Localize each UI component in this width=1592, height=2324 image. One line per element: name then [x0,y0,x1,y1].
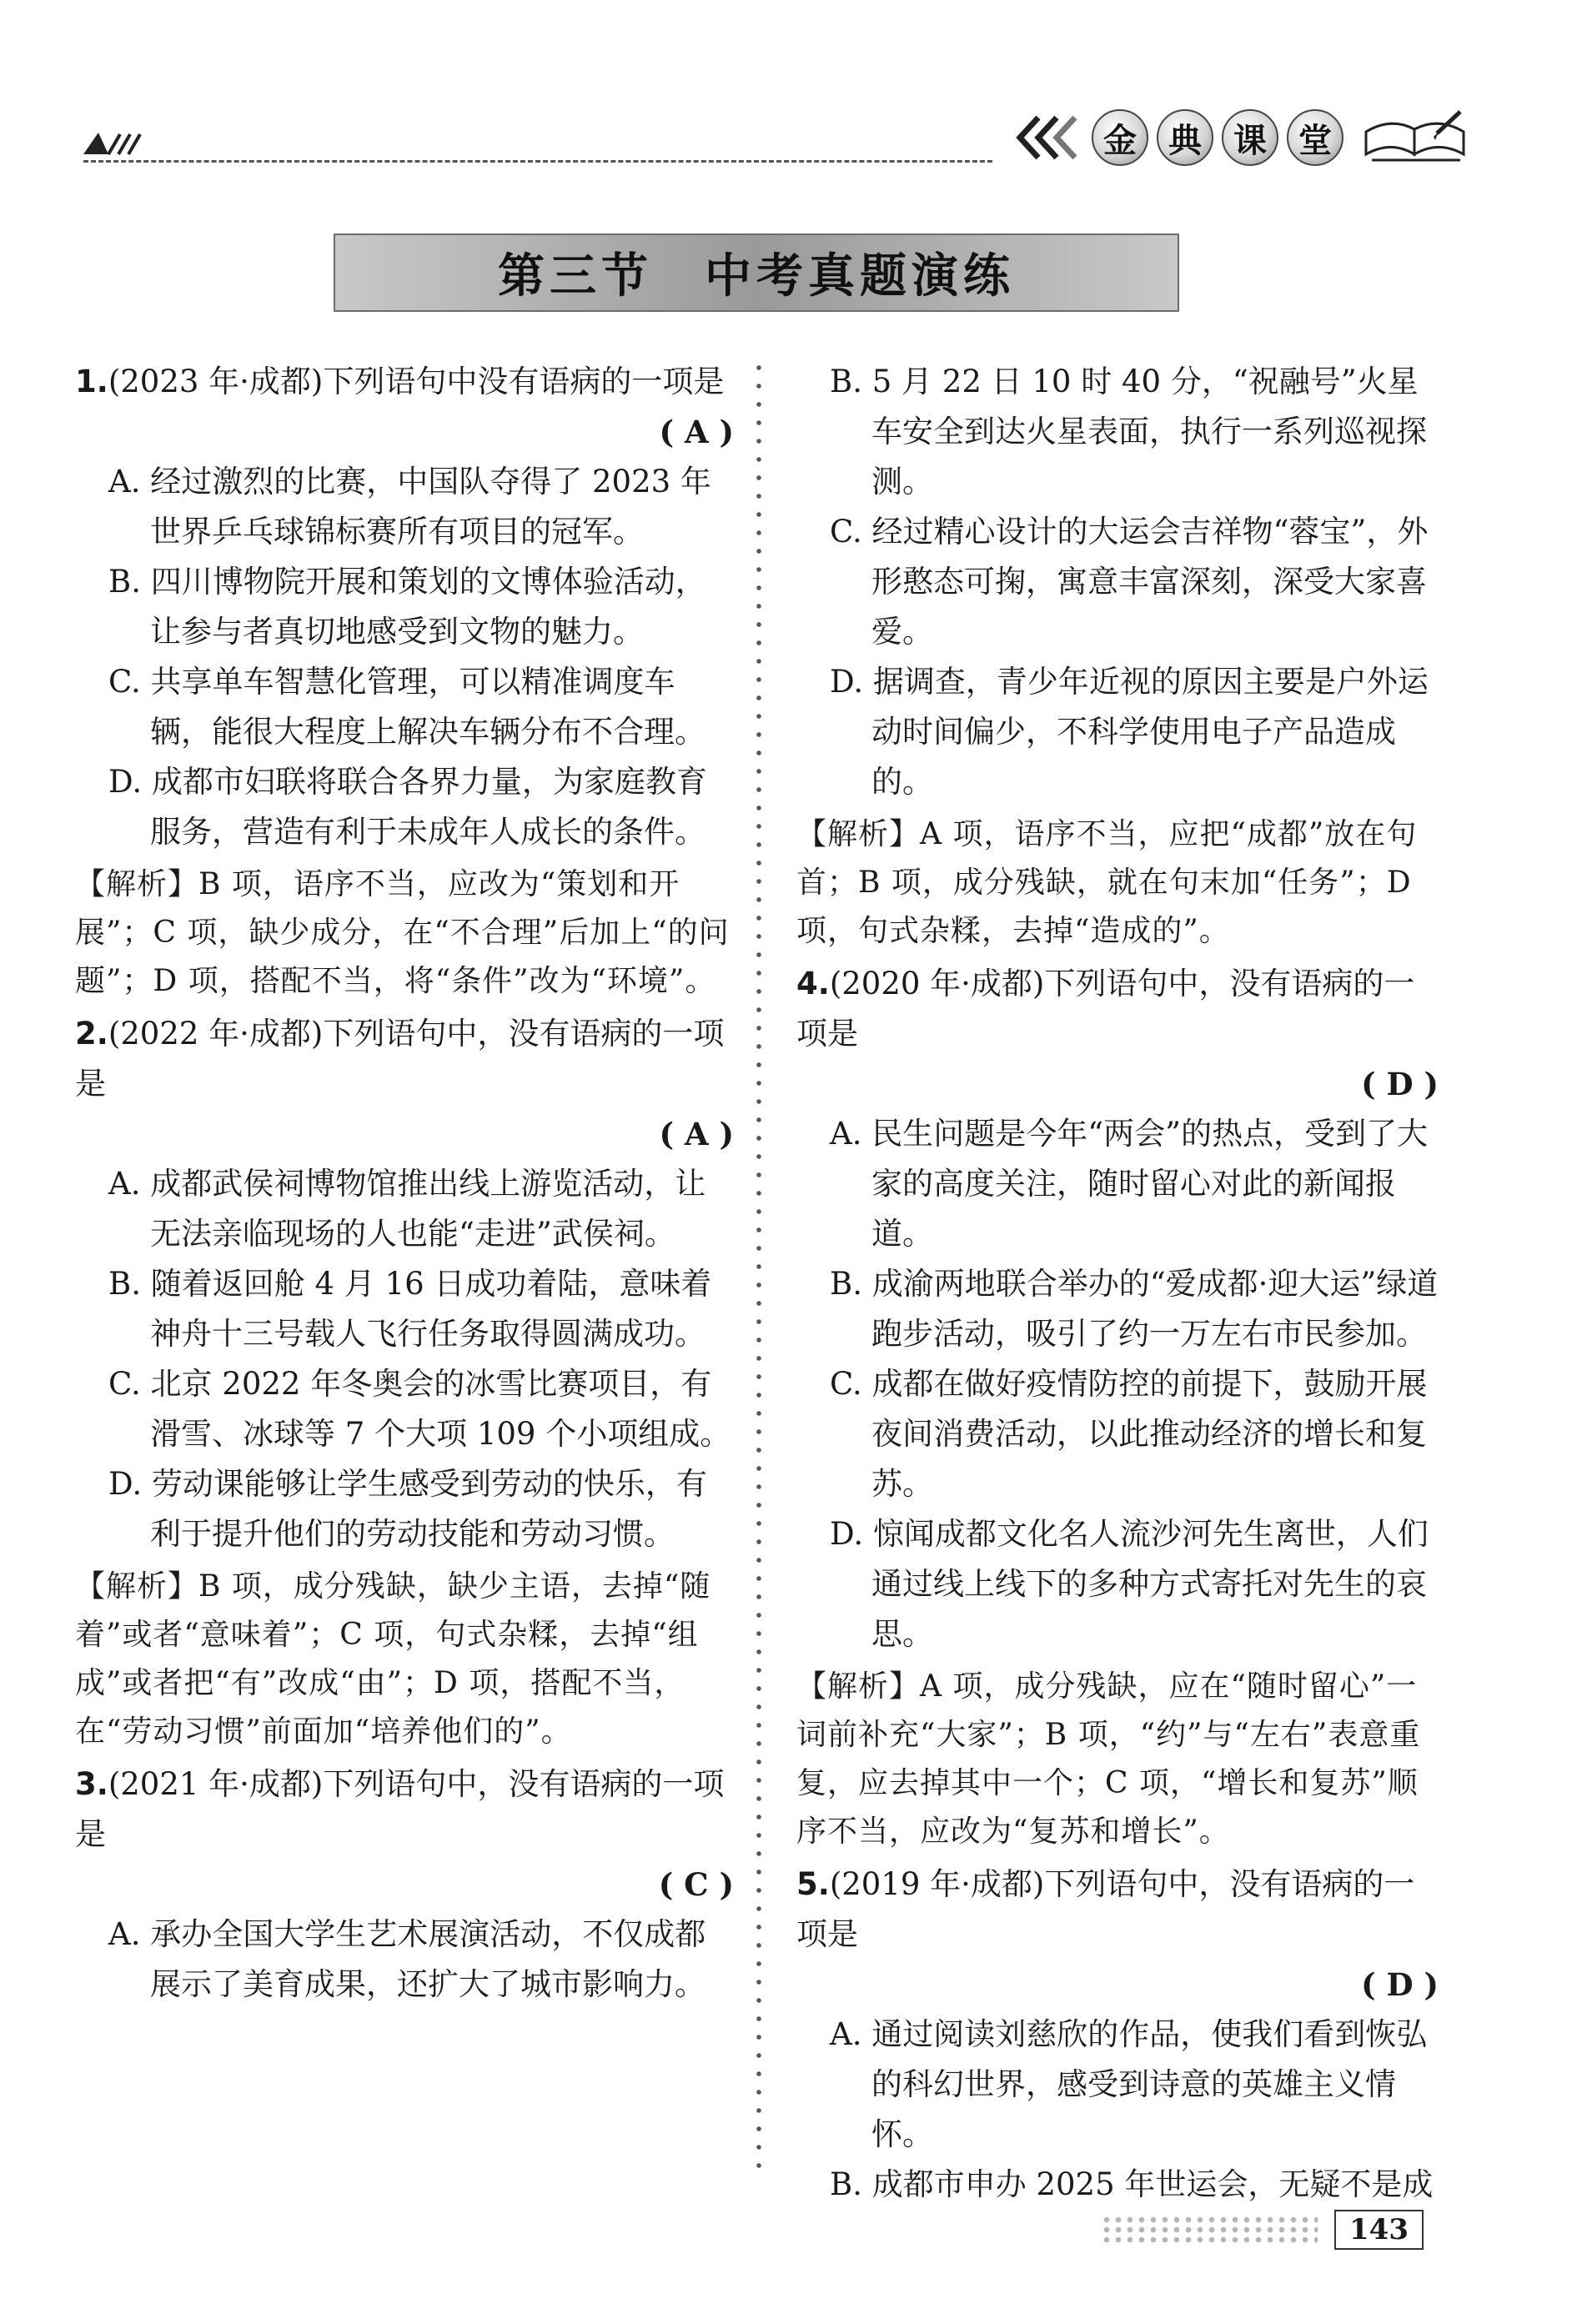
explanation: 【解析】B 项，语序不当，应改为“策划和开展”；C 项，缺少成分，在“不合理”后加上“的问题”；D 项，搭配不当，将“条件”改为“环境”。 [75,867,730,998]
question-stem: (2020 年·成都)下列语句中，没有语病的一项是 [796,966,1415,1052]
question-stem: (2023 年·成都)下列语句中没有语病的一项是 [108,364,725,399]
question-number: 2. [75,1016,108,1052]
column-divider [752,359,766,2168]
question-5 [796,1860,1439,2210]
brand-char-4: 堂 [1287,109,1343,166]
question-number: 4. [796,966,830,1001]
question-stem: (2019 年·成都)下列语句中，没有语病的一项是 [796,1866,1415,1952]
option-a: A. 成都武侯祠博物馆推出线上游览活动，让无法亲临现场的人也能“走进”武侯祠。 [108,1166,706,1252]
option-a: A. 通过阅读刘慈欣的作品，使我们看到恢弘的科幻世界，感受到诗意的英雄主义情怀。 [830,2016,1428,2152]
question-4 [796,959,1439,1856]
option-d: D. 据调查，青少年近视的原因主要是户外运动时间偏少，不科学使用电子产品造成的。 [830,664,1429,800]
option-a: A. 民生问题是今年“两会”的热点，受到了大家的高度关注，随时留心对此的新闻报道。 [830,1116,1429,1252]
option-b: B. 四川博物院开展和策划的文博体验活动，让参与者真切地感受到文物的魅力。 [108,564,706,650]
option-b: B. 5 月 22 日 10 时 40 分，“祝融号”火星车安全到达火星表面，执行一系列巡视探测。 [830,364,1427,499]
brand-char-3: 课 [1222,109,1278,166]
brand-char-2: 典 [1157,109,1213,166]
option-c: C. 共享单车智慧化管理，可以精准调度车辆，能很大程度上解决车辆分布不合理。 [108,664,706,750]
question-number: 3. [75,1766,108,1802]
page-footer [1101,2210,1424,2250]
option-d: D. 劳动课能够让学生感受到劳动的快乐，有利于提升他们的劳动技能和劳动习惯。 [108,1466,707,1552]
answer-key: ( D ) [1361,1066,1439,1102]
option-b: B. 随着返回舱 4 月 16 日成功着陆，意味着神舟十三号载人飞行任务取得圆满成功。 [108,1266,712,1352]
section-title-banner [334,233,1179,312]
answer-key: ( A ) [659,414,734,450]
question-number: 5. [796,1866,830,1902]
explanation: 【解析】A 项，语序不当，应把“成都”放在句首；B 项，成分残缺，就在句末加“任务”；D 项，句式杂糅，去掉“造成的”。 [796,817,1418,948]
answer-key: ( D ) [1361,1966,1439,2003]
answer-key: ( A ) [659,1116,734,1152]
explanation: 【解析】B 项，成分残缺，缺少主语，去掉“随着”或者“意味着”；C 项，句式杂糅，去掉“组成”或者把“有”改成“由”；D 项，搭配不当，在“劳动习惯”前面加“培养他们的”。 [75,1569,711,1749]
question-stem: (2022 年·成都)下列语句中，没有语病的一项是 [75,1016,725,1102]
header-dashed-line [83,160,992,163]
footer-dot-pattern [1101,2215,1318,2245]
brand-char-1: 金 [1092,109,1148,166]
open-book-pen-icon [1362,108,1470,167]
option-d: D. 成都市妇联将联合各界力量，为家庭教育服务，营造有利于未成年人成长的条件。 [108,764,707,850]
right-column [796,357,1439,2210]
option-d: D. 惊闻成都文化名人流沙河先生离世，人们通过线上线下的多种方式寄托对先生的哀思。 [830,1516,1429,1652]
question-1 [75,357,734,1006]
option-b: B. 成渝两地联合举办的“爱成都·迎大运”绿道跑步活动，吸引了约一万左右市民参加。 [830,1266,1439,1352]
question-number: 1. [75,364,108,399]
explanation: 【解析】A 项，成分残缺，应在“随时留心”一词前补充“大家”；B 项，“约”与“左右”表意重复，应去掉其中一个；C 项，“增长和复苏”顺序不当，应改为“复苏和增长”。 [796,1669,1421,1849]
question-stem: (2021 年·成都)下列语句中，没有语病的一项是 [75,1766,725,1852]
option-a: A. 承办全国大学生艺术展演活动，不仅成都展示了美育成果，还扩大了城市影响力。 [108,1916,706,2002]
question-3 [75,1759,734,2010]
option-c: C. 北京 2022 年冬奥会的冰雪比赛项目，有滑雪、冰球等 7 个大项 109 个小项组成。 [108,1366,731,1452]
brand-logo [1013,104,1470,171]
left-column [75,357,734,2010]
page-number: 143 [1334,2210,1424,2250]
section-title: 第三节 中考真题演练 [498,249,1015,304]
option-c: C. 经过精心设计的大运会吉祥物“蓉宝”，外形憨态可掬，寓意丰富深刻，深受大家喜爱。 [830,514,1429,650]
answer-key: ( C ) [658,1866,734,1903]
option-b: B. 成都市申办 2025 年世运会，无疑不是成 [830,2166,1434,2202]
option-c: C. 成都在做好疫情防控的前提下，鼓励开展夜间消费活动，以此推动经济的增长和复苏。 [830,1366,1428,1502]
header-triangles-icon [83,129,142,156]
question-2 [75,1009,734,1756]
double-chevron-icon [1013,114,1078,161]
option-a: A. 经过激烈的比赛，中国队夺得了 2023 年世界乒乓球锦标赛所有项目的冠军。 [108,464,711,550]
